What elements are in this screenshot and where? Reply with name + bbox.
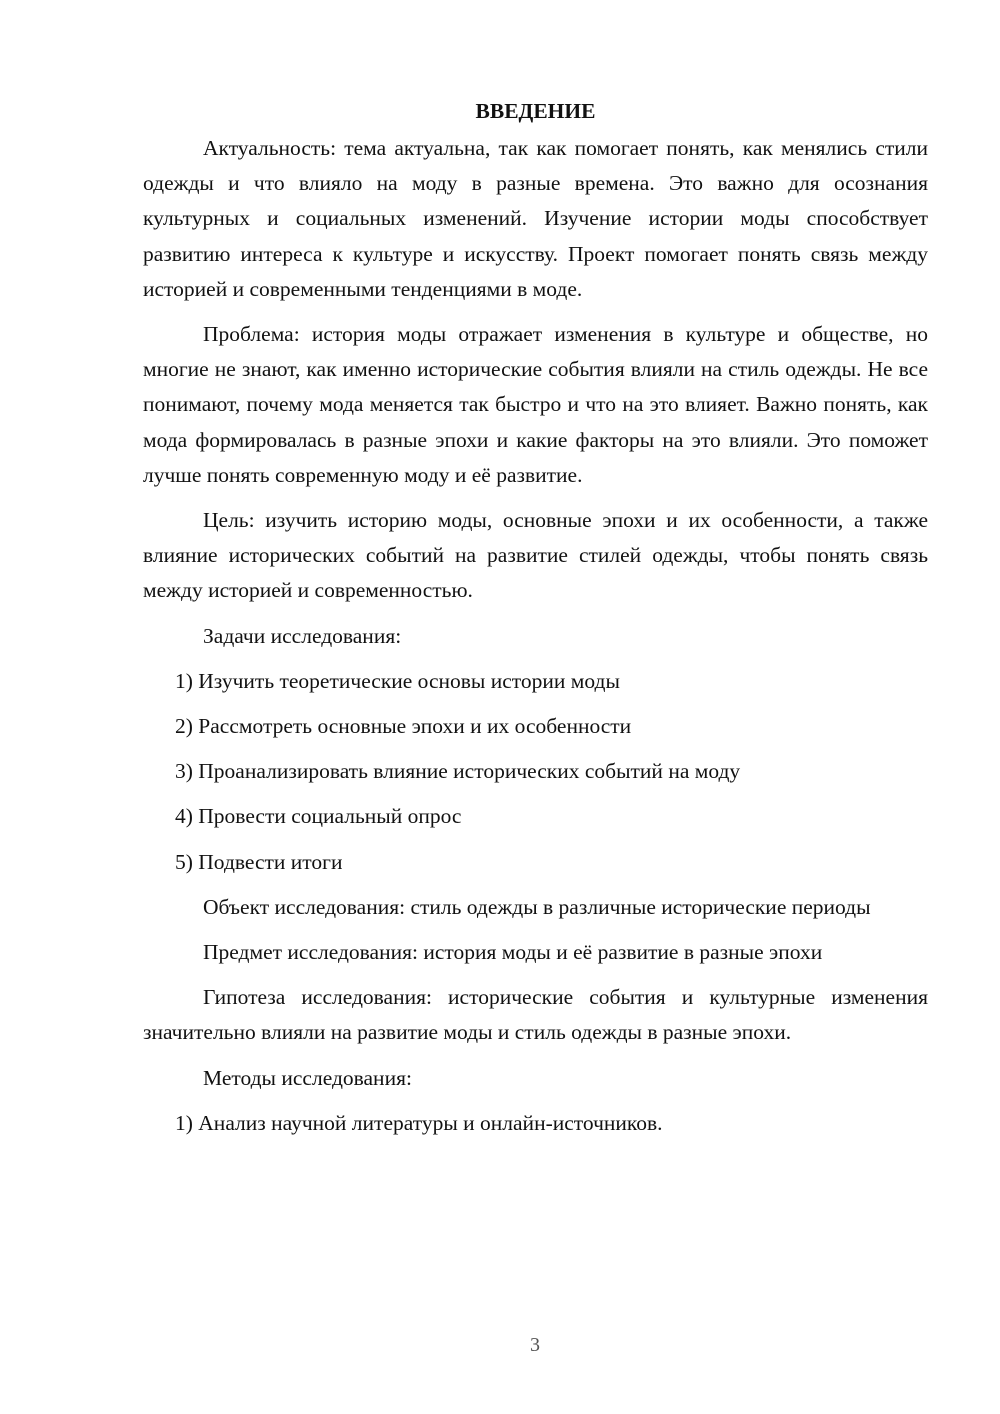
relevance-paragraph: Актуальность: тема актуальна, так как помогает понять, как менялись стили одежды и что влияло на моду в разные времена. Это важно для осознания культурных и социальных изменений. Изучение истории моды способствует развитию интереса к культуре и искусству. Проект помогает понять связь между историей и современными тенденциями в моде.	[143, 136, 928, 301]
tasks-heading: Задачи исследования:	[203, 623, 402, 648]
hypothesis-paragraph: Гипотеза исследования: исторические события и культурные изменения значительно влияли на развитие моды и стиль одежды в разные эпохи.	[143, 985, 928, 1045]
list-item: 3) Проанализировать влияние исторических событий на моду	[175, 759, 741, 784]
object-paragraph: Объект исследования: стиль одежды в различные исторические периоды	[203, 894, 871, 919]
page-title: ВВЕДЕНИЕ	[475, 99, 596, 123]
list-item: 1) Анализ научной литературы и онлайн-источников.	[175, 1110, 663, 1135]
subject-paragraph: Предмет исследования: история моды и её развитие в разные эпохи	[203, 940, 823, 965]
document-body	[143, 94, 928, 1151]
problem-paragraph: Проблема: история моды отражает изменения в культуре и обществе, но многие не знают, как именно исторические события влияли на стиль одежды. Не все понимают, почему мода меняется так быстро и что на это влияет. Важно понять, как мода формировалась в разные эпохи и какие факторы на это влияли. Это поможет лучше понять современную моду и её развитие.	[143, 322, 928, 487]
methods-list	[143, 1106, 928, 1141]
methods-heading: Методы исследования:	[203, 1065, 412, 1090]
list-item: 1) Изучить теоретические основы истории моды	[175, 668, 620, 693]
goal-paragraph: Цель: изучить историю моды, основные эпохи и их особенности, а также влияние исторических событий на развитие стилей одежды, чтобы понять связь между историей и современностью.	[143, 508, 928, 603]
list-item: 2) Рассмотреть основные эпохи и их особенности	[175, 714, 632, 739]
page-number: 3	[530, 1334, 540, 1356]
list-item: 5) Подвести итоги	[175, 849, 343, 874]
list-item: 4) Провести социальный опрос	[175, 804, 462, 829]
tasks-list	[143, 664, 928, 880]
